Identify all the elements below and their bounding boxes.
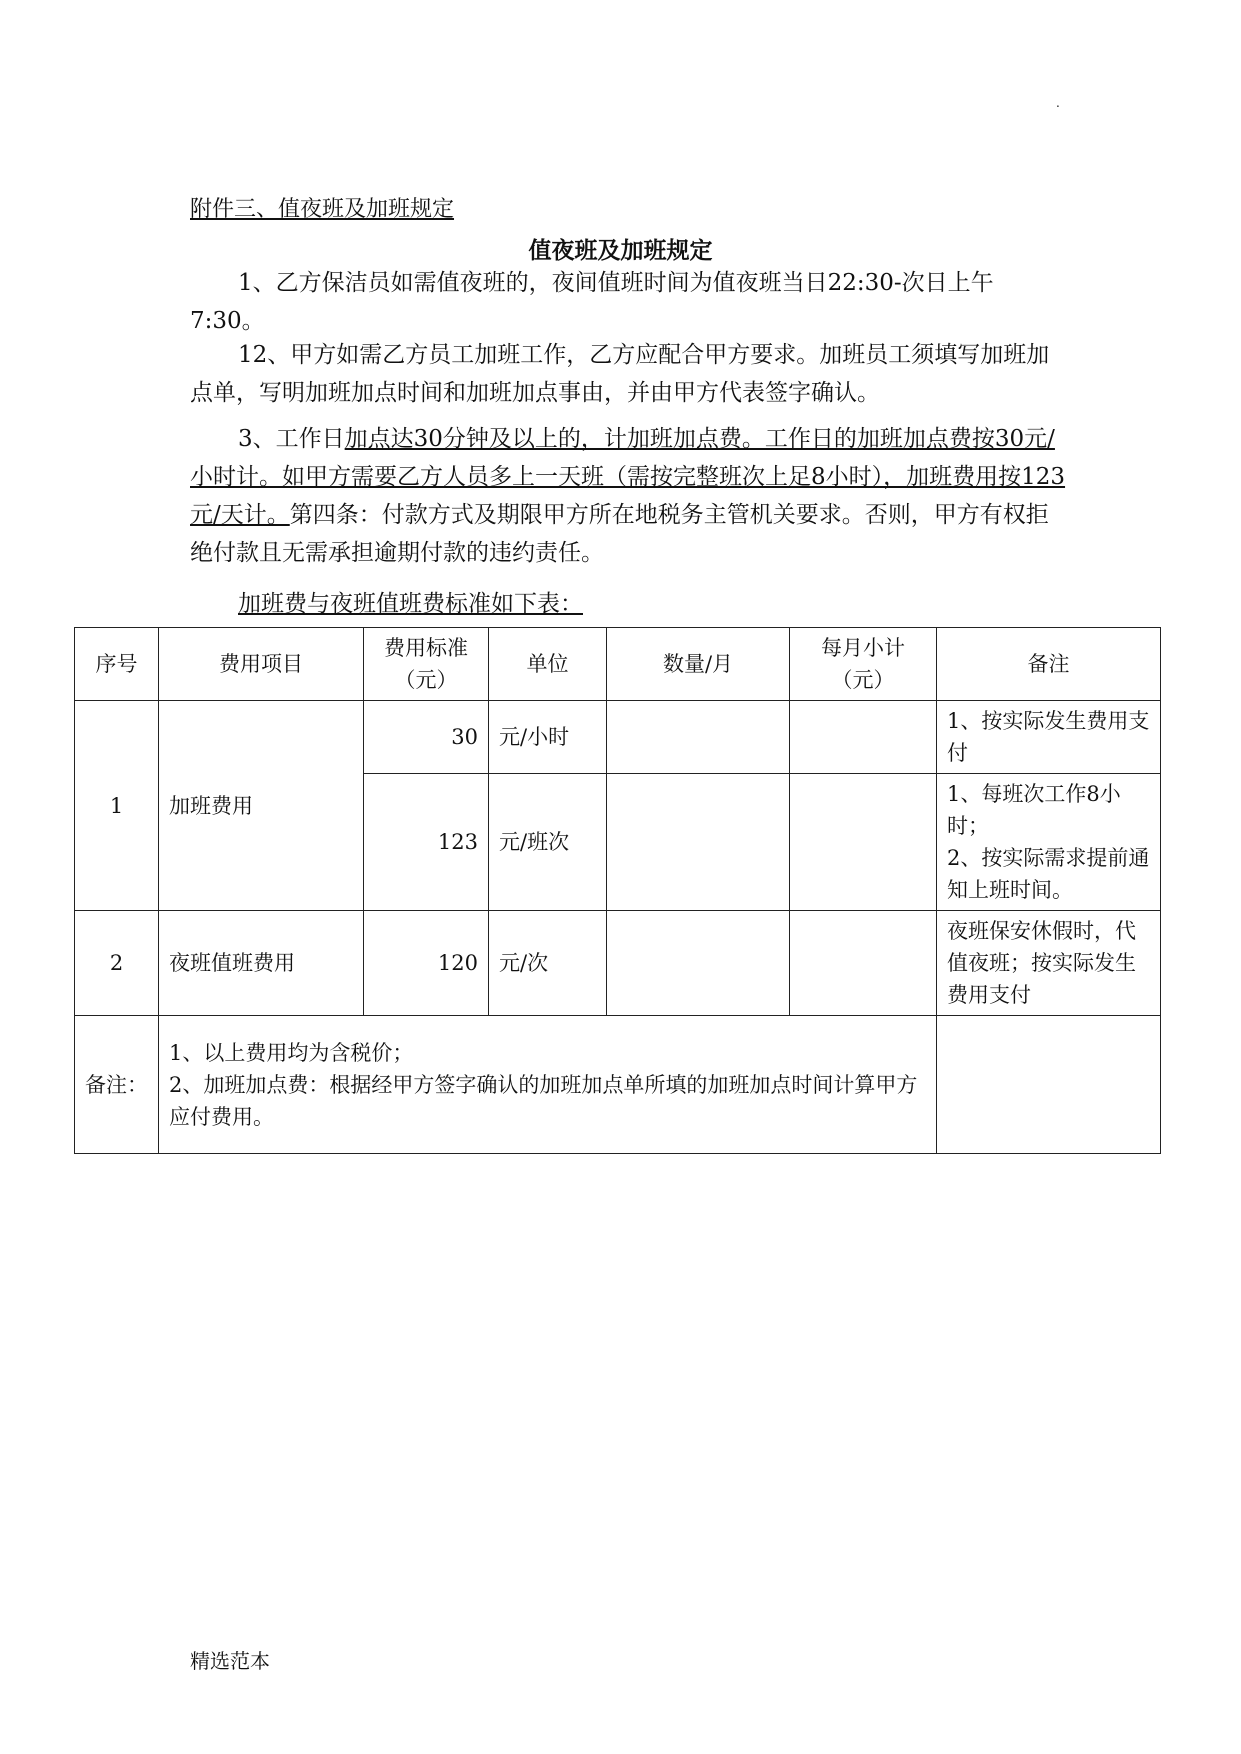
header-remark: 备注 [937,628,1161,701]
attachment-heading: 附件三、值夜班及加班规定 [190,197,455,222]
row1b-unit: 元/班次 [489,774,607,911]
row1b-qty [607,774,790,911]
paragraph-3-start: 3、工作日 [238,426,345,452]
row1b-remark-line-1: 1、每班次工作8小时； [947,782,1121,838]
header-unit: 单位 [489,628,607,701]
paragraph-3 [190,420,1066,572]
row2-subtotal [790,911,937,1016]
row1a-standard: 30 [364,701,489,774]
row1a-subtotal [790,701,937,774]
header-qty: 数量/月 [607,628,790,701]
row2-seq: 2 [75,911,159,1016]
row1b-standard: 123 [364,774,489,911]
row1b-subtotal [790,774,937,911]
row1-seq: 1 [75,701,159,911]
row2-qty [607,911,790,1016]
fee-table [74,627,1161,1154]
footnote-text [159,1016,937,1154]
paragraph-3-underlined: 加点达30分钟及以上的，计加班加点费。工作日的加班加点费按30元/小时计。如甲方需要乙方人员多上一天班（需按完整班次上足8小时），加班费用按123元/天计。 [190,426,1066,528]
footnote-label: 备注： [75,1016,159,1154]
row2-unit: 元/次 [489,911,607,1016]
table-footnote-row [75,1016,1161,1154]
table-lead-text: 加班费与夜班值班费标准如下表： [238,591,583,617]
header-item: 费用项目 [159,628,364,701]
row2-item: 夜班值班费用 [159,911,364,1016]
row1b-remark [937,774,1161,911]
table-header-row [75,628,1161,701]
paragraph-3-end: 第四条：付款方式及期限甲方所在地税务主管机关要求。否则，甲方有权拒绝付款且无需承担逾期付款的违约责任。 [190,502,1049,566]
footnote-empty-cell [937,1016,1161,1154]
document-title: 值夜班及加班规定 [528,237,713,264]
row2-remark: 夜班保安休假时，代值夜班；按实际发生费用支付 [937,911,1161,1016]
paragraph-2: 12、甲方如需乙方员工加班工作，乙方应配合甲方要求。加班员工须填写加班加点单，写明加班加点时间和加班加点事由，并由甲方代表签字确认。 [190,342,1050,406]
footnote-line-1: 1、以上费用均为含税价； [169,1040,414,1065]
row1-item: 加班费用 [159,701,364,911]
table-row [75,911,1161,1016]
header-seq: 序号 [75,628,159,701]
header-standard: 费用标准（元） [364,628,489,701]
table-row [75,701,1161,774]
paragraph-1: 1、乙方保洁员如需值夜班的，夜间值班时间为值夜班当日22:30-次日上午7:30。 [190,270,994,334]
row1a-remark: 1、按实际发生费用支付 [937,701,1161,774]
corner-dot: . [1056,96,1060,110]
header-subtotal: 每月小计（元） [790,628,937,701]
row1a-qty [607,701,790,774]
footnote-line-2: 2、加班加点费：根据经甲方签字确认的加班加点单所填的加班加点时间计算甲方应付费用。 [169,1072,918,1129]
row2-standard: 120 [364,911,489,1016]
page-footer: 精选范本 [190,1649,270,1673]
row1b-remark-line-2: 2、按实际需求提前通知上班时间。 [947,846,1150,902]
row1a-unit: 元/小时 [489,701,607,774]
